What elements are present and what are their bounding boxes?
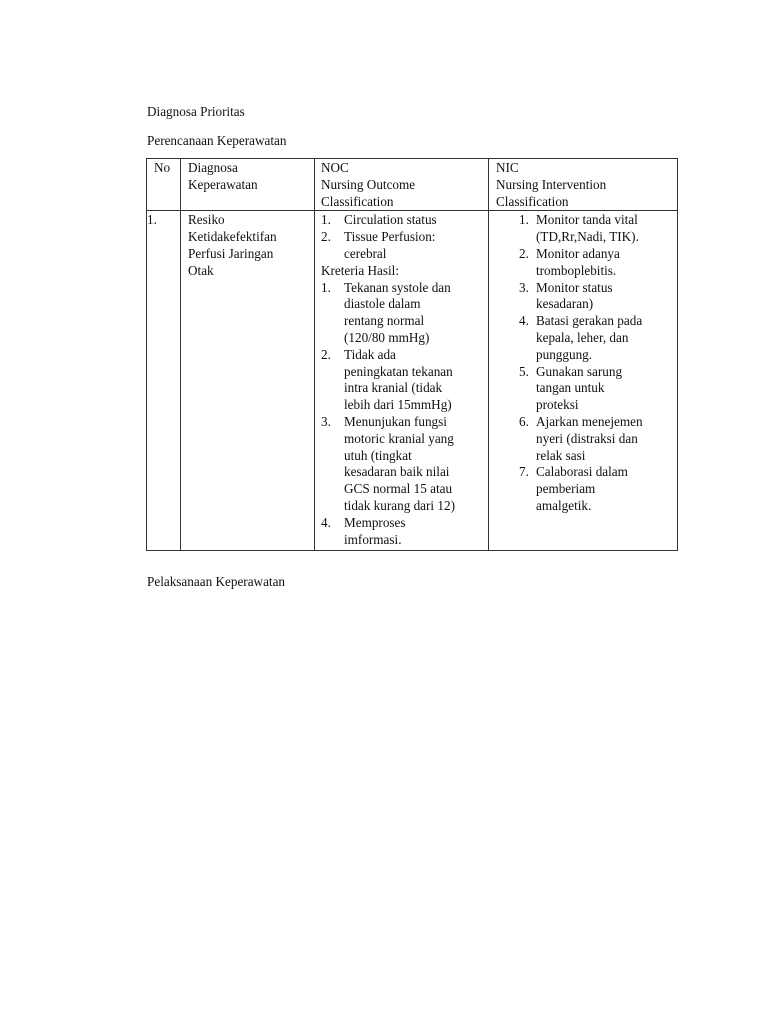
- list-item: [321, 229, 484, 263]
- list-text: proteksi: [536, 397, 579, 413]
- list-number: 4.: [519, 313, 529, 329]
- list-number: 2.: [519, 245, 529, 261]
- list-item: [321, 347, 484, 414]
- table-row: [147, 211, 678, 551]
- header-diagnosis-line: Diagnosa: [188, 160, 238, 175]
- cell-no: [147, 211, 181, 551]
- list-text: kesadaran baik nilai: [344, 464, 450, 480]
- list-text: Monitor adanya: [536, 245, 620, 261]
- header-noc-line: NOC: [321, 160, 349, 175]
- list-number: 3.: [519, 279, 529, 295]
- list-text: (TD,Rr,Nadi, TIK).: [536, 229, 639, 245]
- list-text: tangan untuk: [536, 380, 605, 396]
- list-item: [489, 364, 673, 414]
- list-text: Ajarkan menejemen: [536, 413, 643, 429]
- list-item: [321, 515, 484, 549]
- header-diagnosis: [181, 159, 315, 211]
- header-noc: [315, 159, 489, 211]
- list-text: peningkatan tekanan: [344, 363, 453, 379]
- list-number: 3.: [321, 413, 331, 429]
- nic-intervention-list: [489, 212, 673, 514]
- header-nic-line: NIC: [496, 160, 519, 175]
- list-text: imformasi.: [344, 531, 402, 547]
- list-number: 5.: [519, 363, 529, 379]
- heading-perencanaan-keperawatan: Perencanaan Keperawatan: [147, 133, 287, 148]
- list-number: 2.: [321, 346, 331, 362]
- list-item: [321, 414, 484, 515]
- header-noc-line: Classification: [321, 193, 394, 209]
- list-text: Calaborasi dalam: [536, 464, 628, 480]
- list-text: utuh (tingkat: [344, 447, 412, 463]
- list-text: Circulation status: [344, 212, 437, 228]
- header-no: [147, 159, 181, 211]
- list-number: 1.: [321, 279, 331, 295]
- noc-outcome-list: [321, 212, 484, 262]
- list-text: kepala, leher, dan: [536, 329, 629, 345]
- list-text: cerebral: [344, 245, 387, 261]
- list-item: [321, 280, 484, 347]
- list-number: 1.: [321, 212, 331, 228]
- list-text: Monitor status: [536, 279, 613, 295]
- table-header-row: [147, 159, 678, 211]
- list-text: Memproses: [344, 514, 406, 530]
- list-text: intra kranial (tidak: [344, 380, 443, 396]
- heading-pelaksanaan-keperawatan: Pelaksanaan Keperawatan: [147, 574, 286, 589]
- diagnosis-line: Resiko: [188, 212, 225, 228]
- care-plan-table: [146, 158, 678, 551]
- list-item: [489, 280, 673, 314]
- list-text: relak sasi: [536, 447, 586, 463]
- header-noc-line: Nursing Outcome: [321, 176, 416, 192]
- list-text: rentang normal: [344, 313, 425, 329]
- list-item: [489, 313, 673, 363]
- list-number: 2.: [321, 229, 331, 245]
- cell-diagnosis: [181, 211, 315, 551]
- cell-nic: [489, 211, 678, 551]
- list-text: Batasi gerakan pada: [536, 313, 643, 329]
- list-text: nyeri (distraksi dan: [536, 430, 638, 446]
- list-number: 7.: [519, 464, 529, 480]
- heading-diagnosa-prioritas: Diagnosa Prioritas: [147, 104, 245, 119]
- list-item: [489, 212, 673, 246]
- list-item: [489, 414, 673, 464]
- diagnosis-line: Perfusi Jaringan: [188, 245, 274, 261]
- cell-noc: [315, 211, 489, 551]
- list-text: pemberiam: [536, 481, 596, 497]
- list-text: diastole dalam: [344, 296, 421, 312]
- header-nic-line: Nursing Intervention: [496, 176, 607, 192]
- criteria-list: [321, 280, 484, 549]
- list-text: Monitor tanda vital: [536, 212, 638, 228]
- list-number: 1.: [519, 212, 529, 228]
- list-text: Tidak ada: [344, 346, 396, 362]
- list-text: Tekanan systole dan: [344, 279, 451, 295]
- list-text: Tissue Perfusion:: [344, 229, 436, 245]
- row-number: 1.: [147, 212, 157, 228]
- list-number: 6.: [519, 413, 529, 429]
- list-text: Menunjukan fungsi: [344, 413, 447, 429]
- list-text: amalgetik.: [536, 497, 592, 513]
- header-no-label: No: [154, 160, 171, 175]
- list-text: (120/80 mmHg): [344, 329, 430, 345]
- header-diagnosis-line: Keperawatan: [188, 176, 258, 192]
- list-text: tromboplebitis.: [536, 262, 617, 278]
- list-text: punggung.: [536, 346, 593, 362]
- list-item: [321, 212, 484, 229]
- list-number: 4.: [321, 514, 331, 530]
- list-text: Gunakan sarung: [536, 363, 623, 379]
- list-text: kesadaran): [536, 296, 594, 312]
- diagnosis-line: Otak: [188, 262, 214, 278]
- list-text: motoric kranial yang: [344, 430, 454, 446]
- header-nic: [489, 159, 678, 211]
- list-text: GCS normal 15 atau: [344, 481, 453, 497]
- list-text: tidak kurang dari 12): [344, 497, 455, 513]
- header-nic-line: Classification: [496, 193, 569, 209]
- diagnosis-line: Ketidakefektifan: [188, 229, 277, 245]
- list-text: lebih dari 15mmHg): [344, 397, 452, 413]
- criteria-label: Kreteria Hasil:: [321, 262, 399, 278]
- list-item: [489, 464, 673, 514]
- list-item: [489, 246, 673, 280]
